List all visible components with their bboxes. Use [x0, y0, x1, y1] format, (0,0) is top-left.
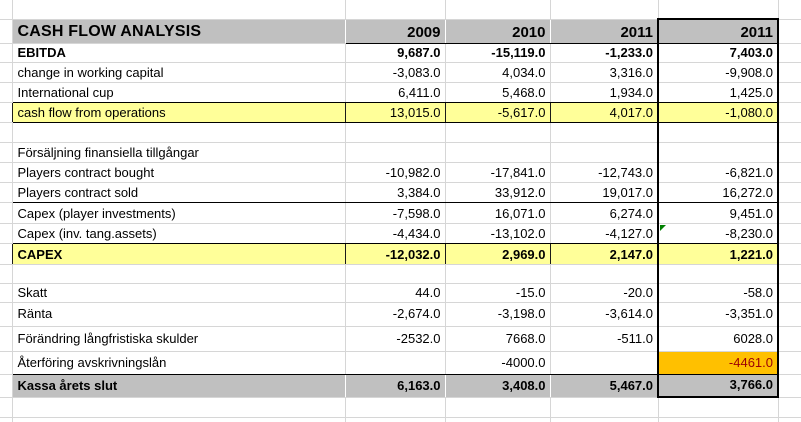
cell[interactable]: -20.0	[550, 283, 658, 302]
cell[interactable]	[12, 417, 345, 422]
cell[interactable]: 7668.0	[445, 326, 550, 351]
cell[interactable]: -4,127.0	[550, 223, 658, 243]
cell[interactable]	[0, 142, 12, 162]
cell[interactable]	[778, 417, 801, 422]
cell[interactable]	[0, 19, 12, 43]
cell[interactable]: 3,316.0	[550, 62, 658, 82]
cell[interactable]: 6,163.0	[345, 374, 445, 397]
row-capex-player-investments	[0, 202, 801, 223]
cell[interactable]: 44.0	[345, 283, 445, 302]
cell[interactable]	[658, 397, 778, 417]
cell[interactable]	[0, 326, 12, 351]
cell[interactable]	[345, 397, 445, 417]
cell[interactable]: -1,080.0	[658, 102, 778, 122]
row-label[interactable]: Capex (inv. tang.assets)	[12, 223, 345, 243]
row-label[interactable]: EBITDA	[12, 43, 345, 62]
cell[interactable]: -2,674.0	[345, 302, 445, 326]
cell[interactable]: -15.0	[445, 283, 550, 302]
cell[interactable]	[658, 223, 778, 243]
cell[interactable]	[778, 43, 801, 62]
cell[interactable]	[778, 82, 801, 102]
cell[interactable]: -2532.0	[345, 326, 445, 351]
cell[interactable]	[12, 0, 345, 19]
empty-row	[0, 397, 801, 417]
col-header-2011[interactable]: 2011	[550, 19, 658, 43]
cell[interactable]	[345, 122, 445, 142]
cell[interactable]	[0, 0, 12, 19]
cell[interactable]	[0, 43, 12, 62]
cell[interactable]	[658, 142, 778, 162]
cell[interactable]: -15,119.0	[445, 43, 550, 62]
cell[interactable]	[0, 202, 12, 223]
cell[interactable]	[0, 374, 12, 397]
cell[interactable]	[778, 122, 801, 142]
cell[interactable]: -4,434.0	[345, 223, 445, 243]
cell[interactable]	[550, 142, 658, 162]
row-skatt	[0, 283, 801, 302]
cell[interactable]: 1,425.0	[658, 82, 778, 102]
cell[interactable]	[0, 182, 12, 202]
cell[interactable]	[345, 142, 445, 162]
cell[interactable]	[778, 182, 801, 202]
row-kassa-arets-slut	[0, 374, 801, 397]
cell[interactable]: -3,198.0	[445, 302, 550, 326]
cell-value: -8,230.0	[725, 225, 773, 241]
cell[interactable]	[0, 397, 12, 417]
cell[interactable]	[0, 302, 12, 326]
sheet-title[interactable]: CASH FLOW ANALYSIS	[12, 19, 345, 43]
row-label[interactable]: Players contract sold	[12, 182, 345, 202]
cell[interactable]: 7,403.0	[658, 43, 778, 62]
cell[interactable]	[445, 0, 550, 19]
col-header-2009[interactable]: 2009	[345, 19, 445, 43]
cell[interactable]	[658, 0, 778, 19]
empty-row	[0, 0, 801, 19]
error-indicator-icon	[660, 225, 666, 231]
cell[interactable]: 16,071.0	[445, 202, 550, 223]
cell[interactable]: -5,617.0	[445, 102, 550, 122]
row-capex-total	[0, 243, 801, 264]
cell[interactable]	[778, 162, 801, 182]
row-cash-flow-from-operations	[0, 102, 801, 122]
cell[interactable]: -6,821.0	[658, 162, 778, 182]
cell[interactable]: 2,147.0	[550, 243, 658, 264]
cell[interactable]: 9,451.0	[658, 202, 778, 223]
cell[interactable]: 6028.0	[658, 326, 778, 351]
cell[interactable]: 9,687.0	[345, 43, 445, 62]
cell[interactable]	[778, 142, 801, 162]
cell[interactable]	[550, 417, 658, 422]
cell[interactable]: 4,034.0	[445, 62, 550, 82]
row-players-contract-bought	[0, 162, 801, 182]
row-change-in-working-capital	[0, 62, 801, 82]
row-capex-inv-tang-assets	[0, 223, 801, 243]
cell[interactable]	[778, 374, 801, 397]
cell[interactable]: -1,233.0	[550, 43, 658, 62]
cell[interactable]	[778, 397, 801, 417]
cell[interactable]	[0, 62, 12, 82]
row-label[interactable]: Ränta	[12, 302, 345, 326]
cell[interactable]: 3,384.0	[345, 182, 445, 202]
cell[interactable]	[778, 243, 801, 264]
row-label[interactable]: Skatt	[12, 283, 345, 302]
cell[interactable]	[778, 351, 801, 374]
row-label[interactable]: International cup	[12, 82, 345, 102]
col-header-2010[interactable]: 2010	[445, 19, 550, 43]
cell[interactable]: 5,468.0	[445, 82, 550, 102]
col-header-2011-forecast[interactable]: 2011	[658, 19, 778, 43]
row-label[interactable]: change in working capital	[12, 62, 345, 82]
cell[interactable]: 1,934.0	[550, 82, 658, 102]
cell[interactable]	[0, 283, 12, 302]
row-label[interactable]: Försäljning finansiella tillgångar	[12, 142, 345, 162]
empty-row	[0, 417, 801, 422]
cell[interactable]: -3,614.0	[550, 302, 658, 326]
cell[interactable]	[778, 0, 801, 19]
header-row	[0, 19, 801, 43]
cell[interactable]	[658, 122, 778, 142]
cell[interactable]: -12,032.0	[345, 243, 445, 264]
cell[interactable]: 4,017.0	[550, 102, 658, 122]
cell[interactable]	[0, 102, 12, 122]
cell[interactable]: -10,982.0	[345, 162, 445, 182]
cell[interactable]	[658, 417, 778, 422]
cell[interactable]: 1,221.0	[658, 243, 778, 264]
row-ebitda	[0, 43, 801, 62]
cell[interactable]	[550, 264, 658, 283]
cell[interactable]	[445, 264, 550, 283]
cell[interactable]	[345, 0, 445, 19]
cell[interactable]	[778, 202, 801, 223]
cell[interactable]	[345, 264, 445, 283]
cell[interactable]	[0, 162, 12, 182]
cell[interactable]: -58.0	[658, 283, 778, 302]
row-label[interactable]: Kassa årets slut	[12, 374, 345, 397]
cell[interactable]: -3,083.0	[345, 62, 445, 82]
cell[interactable]: -511.0	[550, 326, 658, 351]
cell[interactable]	[778, 302, 801, 326]
cell[interactable]	[0, 264, 12, 283]
row-international-cup	[0, 82, 801, 102]
cell[interactable]	[550, 122, 658, 142]
cell[interactable]: 3,766.0	[658, 374, 778, 397]
cell[interactable]	[445, 417, 550, 422]
row-ranta	[0, 302, 801, 326]
cell[interactable]: 16,272.0	[658, 182, 778, 202]
row-players-contract-sold	[0, 182, 801, 202]
cell[interactable]: -12,743.0	[550, 162, 658, 182]
cell[interactable]: 3,408.0	[445, 374, 550, 397]
cell[interactable]	[0, 417, 12, 422]
cell[interactable]	[778, 102, 801, 122]
cell[interactable]	[778, 326, 801, 351]
cell[interactable]	[0, 243, 12, 264]
row-forandring-langfristiska-skulder	[0, 326, 801, 351]
cell[interactable]: -7,598.0	[345, 202, 445, 223]
cell[interactable]: -17,841.0	[445, 162, 550, 182]
cell[interactable]: 2,969.0	[445, 243, 550, 264]
row-aterforing-avskrivningslan	[0, 351, 801, 374]
cell[interactable]	[778, 62, 801, 82]
cell[interactable]	[445, 397, 550, 417]
cell[interactable]: -13,102.0	[445, 223, 550, 243]
row-label[interactable]: Capex (player investments)	[12, 202, 345, 223]
cell[interactable]	[778, 19, 801, 43]
cell[interactable]: 6,411.0	[345, 82, 445, 102]
cell[interactable]	[658, 264, 778, 283]
row-label[interactable]: Players contract bought	[12, 162, 345, 182]
cell[interactable]	[12, 122, 345, 142]
cell[interactable]	[778, 283, 801, 302]
cell[interactable]	[0, 122, 12, 142]
cell[interactable]	[0, 223, 12, 243]
cell[interactable]: -4000.0	[445, 351, 550, 374]
cell[interactable]	[0, 351, 12, 374]
empty-row	[0, 264, 801, 283]
row-forsaljning-finansiella-tillgangar	[0, 142, 801, 162]
cell[interactable]	[445, 122, 550, 142]
alert-cell[interactable]: -4461.0	[658, 351, 778, 374]
cell[interactable]: -9,908.0	[658, 62, 778, 82]
cell[interactable]	[0, 82, 12, 102]
cell[interactable]	[12, 397, 345, 417]
cell[interactable]	[345, 351, 445, 374]
cell[interactable]	[778, 223, 801, 243]
cell[interactable]: 6,274.0	[550, 202, 658, 223]
row-label[interactable]: Förändring långfristiska skulder	[12, 326, 345, 351]
cell[interactable]	[550, 351, 658, 374]
cell[interactable]: 19,017.0	[550, 182, 658, 202]
row-label[interactable]: Återföring avskrivningslån	[12, 351, 345, 374]
cell[interactable]: 13,015.0	[345, 102, 445, 122]
cell[interactable]	[445, 142, 550, 162]
cell[interactable]: -3,351.0	[658, 302, 778, 326]
cell[interactable]: 33,912.0	[445, 182, 550, 202]
cell[interactable]	[345, 417, 445, 422]
cell[interactable]	[550, 0, 658, 19]
empty-row	[0, 122, 801, 142]
cell[interactable]: 5,467.0	[550, 374, 658, 397]
row-label[interactable]: cash flow from operations	[12, 102, 345, 122]
cell[interactable]	[550, 397, 658, 417]
row-label[interactable]: CAPEX	[12, 243, 345, 264]
cell[interactable]	[12, 264, 345, 283]
cell[interactable]	[778, 264, 801, 283]
